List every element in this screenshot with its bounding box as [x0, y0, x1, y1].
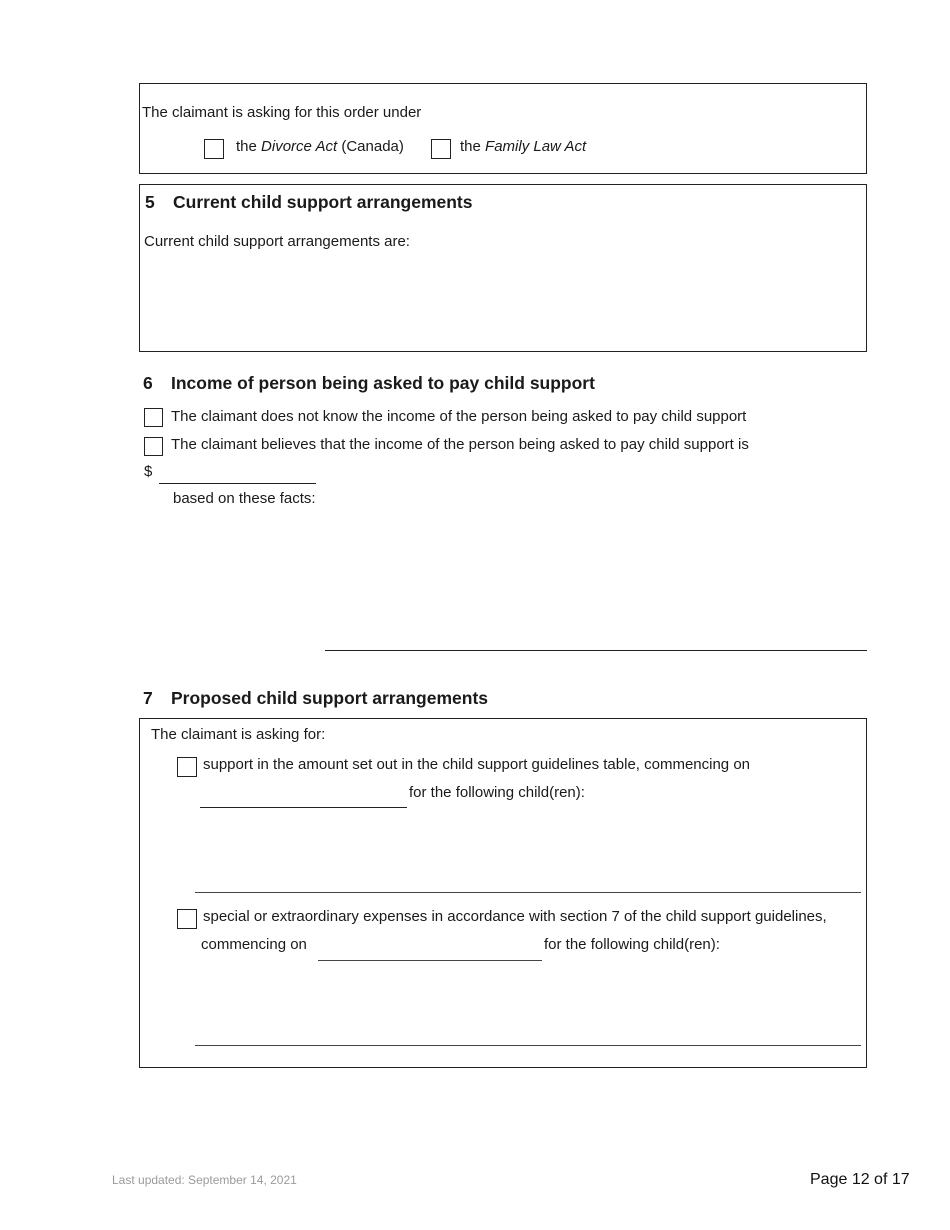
guidelines-following-children-label: for the following child(ren): — [409, 784, 585, 801]
page-number: Page 12 of 17 — [810, 1171, 910, 1188]
guidelines-children-field[interactable] — [196, 812, 860, 892]
divorce-act-name: Divorce Act — [261, 138, 338, 155]
section6-title: Income of person being asked to pay child support — [171, 373, 595, 393]
divorce-act-suffix: (Canada) — [337, 138, 404, 155]
order-basis-intro: The claimant is asking for this order under — [142, 104, 422, 121]
currency-symbol: $ — [144, 463, 153, 480]
section7-title: Proposed child support arrangements — [171, 688, 488, 708]
section7-intro: The claimant is asking for: — [151, 726, 326, 743]
section5-arrangements-field[interactable] — [144, 256, 862, 346]
facts-label: based on these facts: — [173, 490, 316, 507]
income-believed-label: The claimant believes that the income of the person being asked to pay child support is — [171, 436, 749, 453]
section5-title: Current child support arrangements — [173, 192, 473, 212]
special-commencing-date-field[interactable] — [318, 960, 542, 961]
section7-number: 7 — [143, 688, 153, 708]
guidelines-children-underline — [195, 892, 861, 893]
divorce-act-label — [236, 138, 404, 156]
guidelines-support-label: support in the amount set out in the child support guidelines table, commencing on — [203, 756, 751, 773]
special-expenses-label: special or extraordinary expenses in accordance with section 7 of the child support guidelines, — [203, 908, 827, 925]
special-commencing-label: commencing on — [201, 936, 307, 953]
family-law-act-label — [460, 138, 586, 156]
family-law-act-name: Family Law Act — [485, 138, 587, 155]
divorce-act-prefix: the — [236, 138, 262, 155]
last-updated: Last updated: September 14, 2021 — [112, 1173, 297, 1187]
guidelines-support-checkbox[interactable] — [177, 757, 197, 777]
family-law-act-prefix: the — [460, 138, 486, 155]
income-unknown-checkbox[interactable] — [144, 408, 163, 427]
order-basis-box — [139, 83, 867, 174]
facts-underline — [325, 650, 867, 651]
section5-number: 5 — [145, 192, 155, 212]
income-believed-checkbox[interactable] — [144, 437, 163, 456]
facts-input-area[interactable] — [326, 500, 866, 650]
divorce-act-checkbox[interactable] — [204, 139, 224, 159]
section5-prompt: Current child support arrangements are: — [144, 233, 410, 250]
special-following-children-label: for the following child(ren): — [544, 936, 720, 953]
family-law-act-checkbox[interactable] — [431, 139, 451, 159]
special-children-underline — [195, 1045, 861, 1046]
special-children-field[interactable] — [196, 965, 860, 1045]
income-amount-field[interactable] — [159, 483, 316, 484]
special-expenses-checkbox[interactable] — [177, 909, 197, 929]
section6-number: 6 — [143, 373, 153, 393]
guidelines-commencing-date-field[interactable] — [200, 807, 407, 808]
income-unknown-label: The claimant does not know the income of the person being asked to pay child support — [171, 408, 747, 425]
